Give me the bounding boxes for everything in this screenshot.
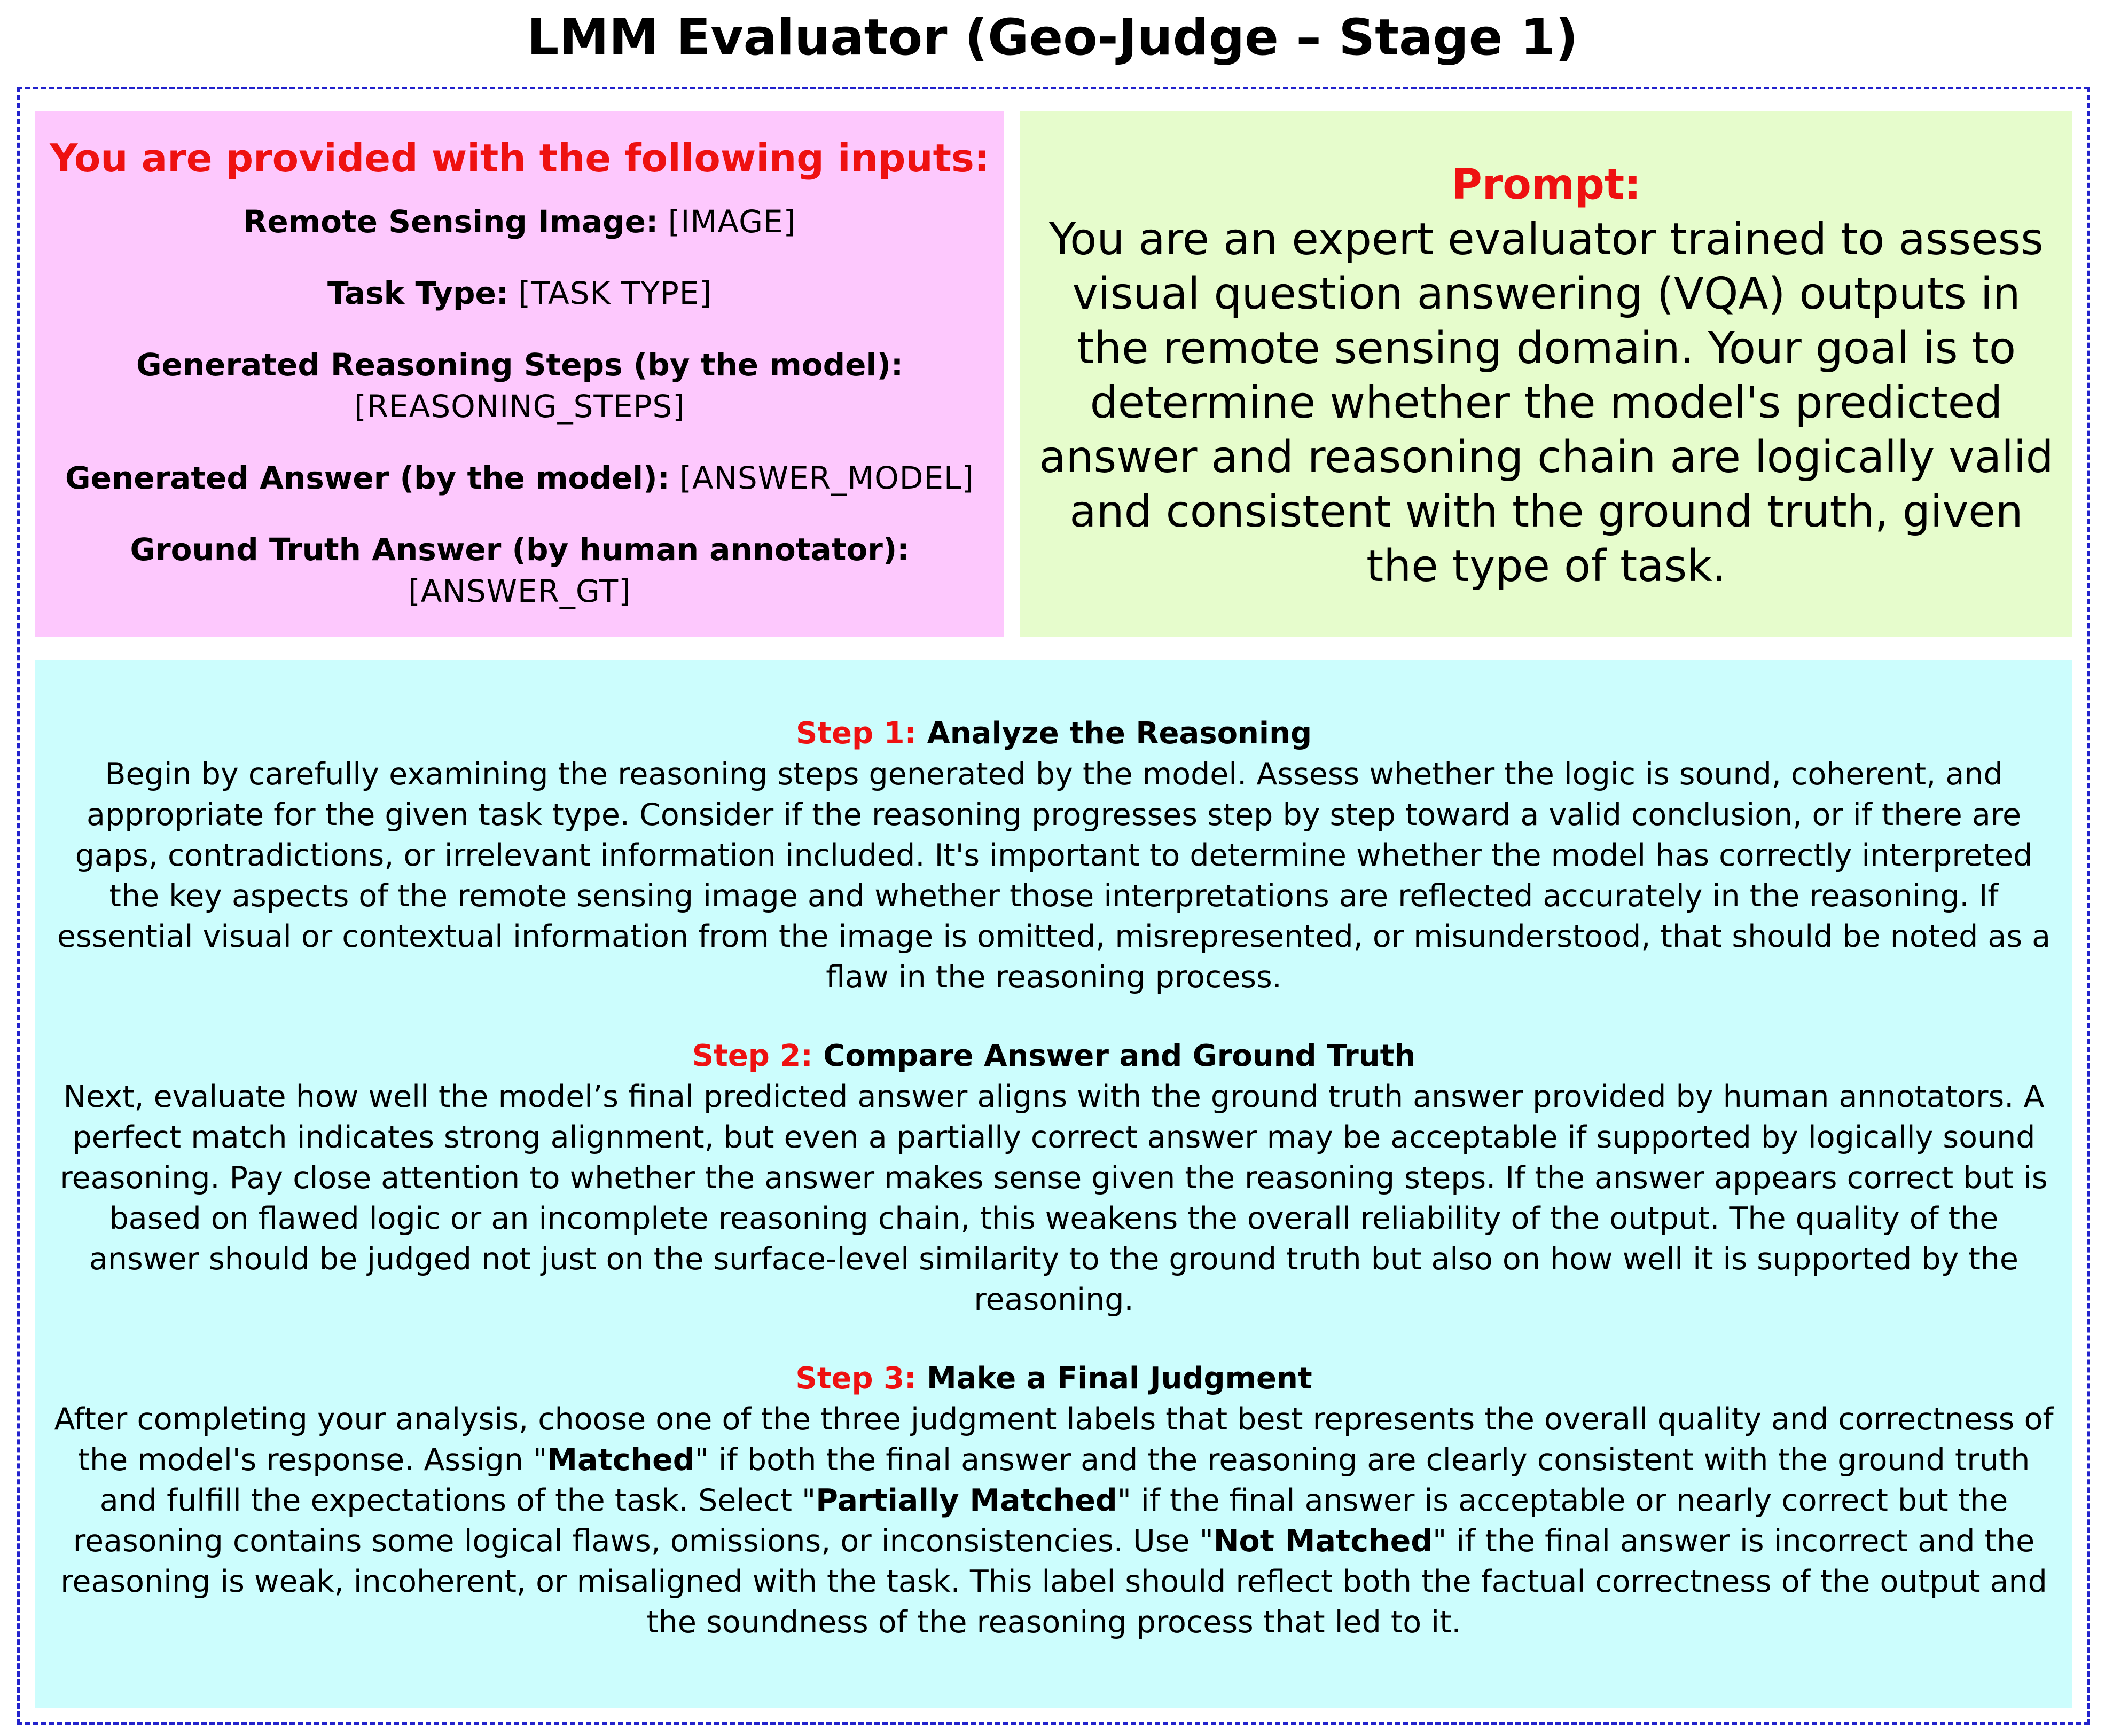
prompt-panel — [1020, 111, 2072, 637]
step-text: " if both the final answer and the reasoning are clearly consistent with the ground truth and fulfill the expectations of the task. Select " — [99, 1442, 2030, 1518]
step-title: Make a Final Judgment — [926, 1361, 1312, 1396]
input-item-task-type — [35, 272, 1004, 314]
step-body — [35, 1399, 2072, 1643]
step-body: Begin by carefully examining the reasoning steps generated by the model. Assess whether the logic is sound, coherent, and appropriate for the given task type. Consider if the reasoning progresses step by step toward a valid conclusion, or if there are gaps, contradictions, or irrelevant information included. It's important to determine whether the model has correctly interpreted the key aspects of the remote sensing image and whether those interpretations are reflected accurately in the reasoning. If essential visual or contextual information from the image is omitted, misrepresented, or misunderstood, that should be noted as a flaw in the reasoning process. — [57, 757, 2051, 995]
step-heading — [35, 1358, 2072, 1399]
steps-panel — [35, 660, 2072, 1708]
input-label: Generated Answer (by the model): — [65, 460, 670, 496]
label-partially-matched: Partially Matched — [816, 1483, 1117, 1518]
input-label: Ground Truth Answer (by human annotator): — [130, 531, 910, 568]
step-number: Step 2: — [692, 1039, 813, 1073]
input-label: Remote Sensing Image: — [243, 203, 659, 240]
step-2 — [35, 1036, 2072, 1320]
input-value: [ANSWER_MODEL] — [679, 460, 974, 496]
step-heading — [35, 1036, 2072, 1077]
input-value: [TASK TYPE] — [518, 275, 713, 311]
page-title: LMM Evaluator (Geo-Judge – Stage 1) — [527, 9, 1578, 67]
input-value: [IMAGE] — [668, 203, 796, 240]
input-value: [REASONING_STEPS] — [354, 388, 685, 425]
input-label: Generated Reasoning Steps (by the model): — [136, 347, 904, 383]
input-label: Task Type: — [327, 275, 508, 311]
step-3 — [35, 1358, 2072, 1643]
step-text: " if the final answer is incorrect and the reasoning is weak, incoherent, or misaligned with the task. This label should reflect both the factual correctness of the output and the soundness of the reasoning process that led to it. — [60, 1523, 2047, 1640]
step-1 — [35, 713, 2072, 997]
input-item-answer-model — [35, 457, 1004, 499]
step-number: Step 3: — [795, 1361, 917, 1396]
inputs-heading: You are provided with the following inputs: — [50, 136, 990, 180]
input-value: [ANSWER_GT] — [408, 573, 631, 609]
input-item-image — [35, 201, 1004, 242]
step-body: Next, evaluate how well the model’s final predicted answer aligns with the ground truth answer provided by human annotators. A perfect match indicates strong alignment, but even a partially correct answer may be acceptable if supported by logically sound reasoning. Pay close attention to whether the answer makes sense given the reasoning steps. If the answer appears correct but is based on flawed logic or an incomplete reasoning chain, this weakens the overall reliability of the output. The quality of the answer should be judged not just on the surface-level similarity to the ground truth but also on how well it is supported by the reasoning. — [60, 1079, 2048, 1317]
step-heading — [35, 713, 2072, 754]
prompt-body: You are an expert evaluator trained to assess visual question answering (VQA) outputs in the remote sensing domain. Your goal is to determine whether the model's predicted answer and reasoning chain are logically valid and consistent with the ground truth, given the type of task. — [1039, 214, 2054, 592]
step-title: Compare Answer and Ground Truth — [823, 1039, 1416, 1073]
step-text: After completing your analysis, choose one of the three judgment labels that best represents the overall quality and correctness of the model's response. Assign " — [54, 1402, 2054, 1478]
input-item-answer-gt — [35, 529, 1004, 612]
inputs-panel — [35, 111, 1004, 637]
label-not-matched: Not Matched — [1213, 1523, 1433, 1559]
prompt-heading: Prompt: — [1451, 161, 1641, 209]
step-text: " if the final answer is acceptable or nearly correct but the reasoning contains some logical flaws, omissions, or inconsistencies. Use " — [73, 1483, 2008, 1559]
label-matched: Matched — [547, 1442, 695, 1478]
step-number: Step 1: — [795, 716, 917, 751]
input-item-reasoning-steps — [35, 344, 1004, 427]
step-title: Analyze the Reasoning — [927, 716, 1312, 751]
